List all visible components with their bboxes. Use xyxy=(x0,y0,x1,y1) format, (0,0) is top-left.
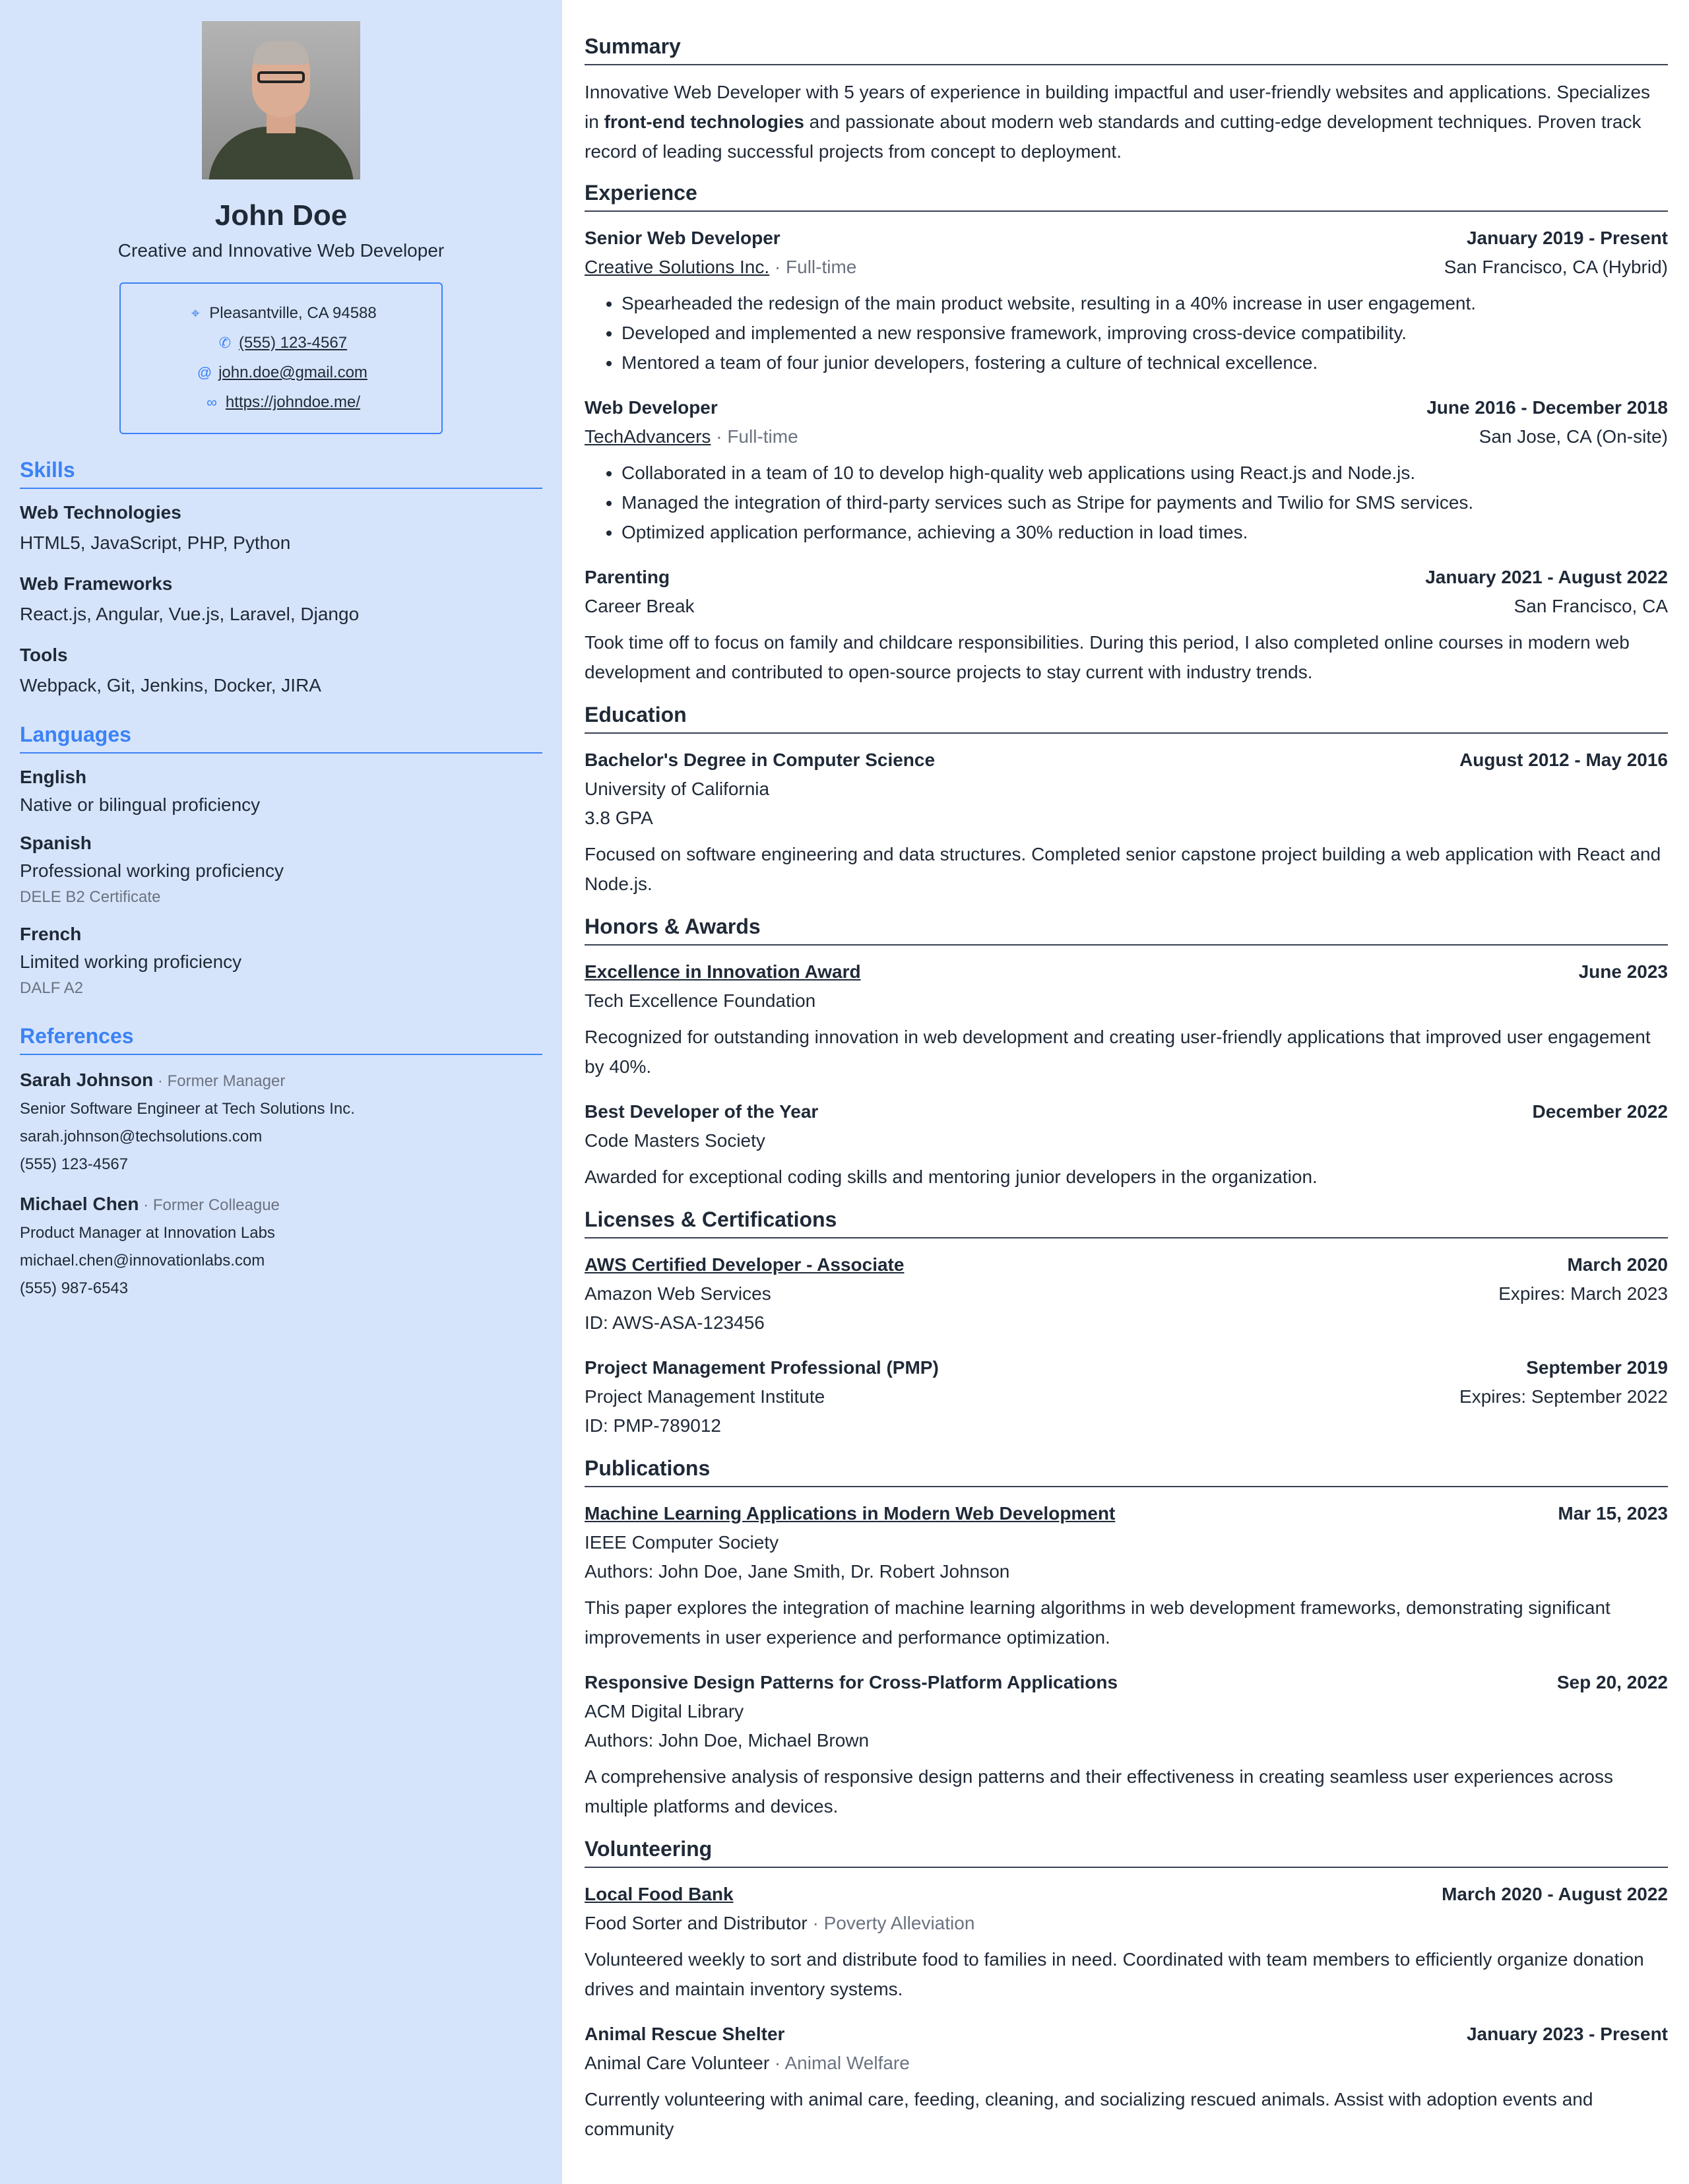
experience-entry xyxy=(585,393,1668,547)
position: Senior Web Developer xyxy=(585,228,781,248)
award-entry xyxy=(585,1097,1668,1192)
volunteering-title: Volunteering xyxy=(585,1837,1668,1868)
reference-relation: · Former Manager xyxy=(153,1072,286,1090)
language-level: Professional working proficiency xyxy=(20,860,284,881)
education-entry xyxy=(585,746,1668,899)
experience-entry xyxy=(585,563,1668,687)
publisher: ACM Digital Library xyxy=(585,1701,744,1721)
phone-icon: ✆ xyxy=(218,335,232,351)
date: March 2020 - August 2022 xyxy=(1442,1884,1668,1904)
reference-email: michael.chen@innovationlabs.com xyxy=(20,1252,265,1269)
degree: Bachelor's Degree in Computer Science xyxy=(585,750,936,770)
bullet: • Mentored a team of four junior developers, fostering a culture of technical excellence. xyxy=(621,348,1668,377)
references-section xyxy=(20,1024,542,1298)
issuer: Amazon Web Services xyxy=(585,1283,771,1304)
expiry: Expires: March 2023 xyxy=(1498,1283,1668,1304)
contact-box xyxy=(119,282,443,434)
volunteer-cause: · Poverty Alleviation xyxy=(807,1913,975,1933)
position: Parenting xyxy=(585,567,670,587)
volunteer-entry xyxy=(585,1880,1668,2004)
summary-text: Innovative Web Developer with 5 years of experience in building impactful and user-friendly websites and applications. Specializes in front-end technologies and passionate about modern web standards and cutting-edge development techniques. Proven track record of leading successful projects from concept to deployment. xyxy=(585,82,1651,162)
education-title: Education xyxy=(585,703,1668,734)
certifications-title: Licenses & Certifications xyxy=(585,1207,1668,1238)
award-text: Recognized for outstanding innovation in web development and creating user-friendly applications that improved user engagement by 40%. xyxy=(585,1027,1651,1077)
languages-section xyxy=(20,723,542,998)
contact-website[interactable]: ∞ https://johndoe.me/ xyxy=(121,387,441,417)
skill-keywords: HTML5, JavaScript, PHP, Python xyxy=(20,532,291,553)
publication-entry xyxy=(585,1668,1668,1821)
company: Career Break xyxy=(585,596,695,616)
volunteer-text: Currently volunteering with animal care, feeding, cleaning, and socializing rescued animals. Assist with adoption events and community xyxy=(585,2089,1593,2139)
certification-name-link[interactable]: AWS Certified Developer - Associate xyxy=(585,1254,905,1275)
reference-relation: · Former Colleague xyxy=(139,1196,280,1214)
bullet-list xyxy=(585,458,1668,547)
date: Sep 20, 2022 xyxy=(1556,1672,1668,1692)
skills-title: Skills xyxy=(20,458,542,489)
volunteer-cause: · Animal Welfare xyxy=(769,2053,910,2073)
languages-title: Languages xyxy=(20,723,542,754)
gpa: 3.8 GPA xyxy=(585,808,653,828)
date: June 2016 - December 2018 xyxy=(1426,397,1668,418)
reference-name: Michael Chen xyxy=(20,1194,139,1214)
reference-header xyxy=(20,1194,542,1215)
publication-title: Responsive Design Patterns for Cross-Platform Applications xyxy=(585,1672,1118,1692)
volunteer-role: Food Sorter and Distributor xyxy=(585,1913,808,1933)
publisher: IEEE Computer Society xyxy=(585,1532,779,1553)
skill-name: Web Technologies xyxy=(20,502,181,523)
volunteering-section xyxy=(585,1837,1668,2144)
date: January 2021 - August 2022 xyxy=(1425,567,1668,587)
date: August 2012 - May 2016 xyxy=(1459,750,1668,770)
location: San Jose, CA (On-site) xyxy=(1479,426,1668,447)
awarder: Code Masters Society xyxy=(585,1130,765,1151)
organization: Animal Rescue Shelter xyxy=(585,2024,785,2044)
education-section xyxy=(585,703,1668,899)
date: September 2019 xyxy=(1526,1357,1668,1378)
education-text: Focused on software engineering and data structures. Completed senior capstone project building a web application with React and Node.js. xyxy=(585,844,1661,894)
bullet: • Managed the integration of third-party services such as Stripe for payments and Twilio for SMS services. xyxy=(621,488,1668,517)
language-level: Native or bilingual proficiency xyxy=(20,794,261,815)
publication-title-link[interactable]: Machine Learning Applications in Modern Web Development xyxy=(585,1503,1116,1524)
volunteer-entry xyxy=(585,2020,1668,2144)
employment-type: · Full-time xyxy=(769,257,857,277)
experience-title: Experience xyxy=(585,181,1668,212)
date: June 2023 xyxy=(1578,961,1668,982)
publication-entry xyxy=(585,1499,1668,1652)
credential-id: ID: PMP-789012 xyxy=(585,1415,721,1436)
reference-phone: (555) 987-6543 xyxy=(20,1279,129,1297)
award-title: Best Developer of the Year xyxy=(585,1101,819,1122)
summary-section xyxy=(585,34,1668,166)
volunteer-text: Volunteered weekly to sort and distribute food to families in need. Coordinated with team members to efficiently organize donation drives and maintain inventory systems. xyxy=(585,1949,1644,1999)
reference-name: Sarah Johnson xyxy=(20,1070,154,1090)
award-title-link[interactable]: Excellence in Innovation Award xyxy=(585,961,861,982)
language-name: French xyxy=(20,924,82,944)
company-link[interactable]: Creative Solutions Inc. xyxy=(585,257,770,277)
publications-section xyxy=(585,1456,1668,1821)
reference-email: sarah.johnson@techsolutions.com xyxy=(20,1128,263,1145)
reference-role: Product Manager at Innovation Labs xyxy=(20,1224,275,1242)
profile-photo xyxy=(202,21,360,179)
date: January 2019 - Present xyxy=(1466,228,1668,248)
authors: Authors: John Doe, Michael Brown xyxy=(585,1730,870,1750)
language-certificate: DELE B2 Certificate xyxy=(20,888,161,906)
bullet-list xyxy=(585,288,1668,377)
award-entry xyxy=(585,957,1668,1081)
date: January 2023 - Present xyxy=(1466,2024,1668,2044)
language-name: Spanish xyxy=(20,833,92,853)
expiry: Expires: September 2022 xyxy=(1459,1386,1668,1407)
profile-name: John Doe xyxy=(214,199,348,232)
school: University of California xyxy=(585,779,770,799)
organization-link[interactable]: Local Food Bank xyxy=(585,1884,734,1904)
summary-title: Summary xyxy=(585,34,1668,65)
publication-text: A comprehensive analysis of responsive design patterns and their effectiveness in creating seamless user experiences across multiple platforms and devices. xyxy=(585,1766,1613,1816)
language-certificate: DALF A2 xyxy=(20,979,84,997)
issuer: Project Management Institute xyxy=(585,1386,825,1407)
language-name: English xyxy=(20,767,87,787)
experience-text: Took time off to focus on family and childcare responsibilities. During this period, I also completed online courses in modern web development and contributed to open-source projects to stay current with industry trends. xyxy=(585,632,1630,682)
contact-phone[interactable]: ✆ (555) 123-4567 xyxy=(121,328,441,358)
bullet: • Collaborated in a team of 10 to develop high-quality web applications using React.js and Node.js. xyxy=(621,458,1668,488)
contact-email[interactable]: @ john.doe@gmail.com xyxy=(121,358,441,387)
volunteer-role: Animal Care Volunteer xyxy=(585,2053,770,2073)
reference-phone: (555) 123-4567 xyxy=(20,1155,129,1173)
reference-role: Senior Software Engineer at Tech Solutions Inc. xyxy=(20,1100,355,1118)
bullet: • Developed and implemented a new responsive framework, improving cross-device compatibility. xyxy=(621,318,1668,348)
awarder: Tech Excellence Foundation xyxy=(585,990,816,1011)
certification-name: Project Management Professional (PMP) xyxy=(585,1357,939,1378)
awards-title: Honors & Awards xyxy=(585,915,1668,946)
publication-text: This paper explores the integration of machine learning algorithms in web development frameworks, demonstrating significant improvements in user experience and performance optimization. xyxy=(585,1597,1610,1648)
at-sign-icon: @ xyxy=(197,364,212,381)
date: Mar 15, 2023 xyxy=(1558,1503,1668,1524)
language-level: Limited working proficiency xyxy=(20,951,242,972)
awards-section xyxy=(585,915,1668,1192)
link-icon: ∞ xyxy=(207,394,217,410)
map-pin-icon: ⌖ xyxy=(191,305,200,321)
skill-keywords: React.js, Angular, Vue.js, Laravel, Django xyxy=(20,604,360,624)
date: December 2022 xyxy=(1532,1101,1668,1122)
contact-location: ⌖ Pleasantville, CA 94588 xyxy=(121,298,441,328)
skill-keywords: Webpack, Git, Jenkins, Docker, JIRA xyxy=(20,675,321,695)
main-content xyxy=(562,0,1689,2184)
certifications-section xyxy=(585,1207,1668,1440)
company-link[interactable]: TechAdvancers xyxy=(585,426,711,447)
certification-entry xyxy=(585,1353,1668,1440)
position: Web Developer xyxy=(585,397,718,418)
bullet: • Optimized application performance, achieving a 30% reduction in load times. xyxy=(621,517,1668,547)
experience-entry xyxy=(585,224,1668,377)
award-text: Awarded for exceptional coding skills and mentoring junior developers in the organization. xyxy=(585,1167,1318,1187)
authors: Authors: John Doe, Jane Smith, Dr. Robert Johnson xyxy=(585,1561,1010,1582)
publications-title: Publications xyxy=(585,1456,1668,1487)
credential-id: ID: AWS-ASA-123456 xyxy=(585,1312,765,1333)
experience-section xyxy=(585,181,1668,687)
skill-name: Tools xyxy=(20,645,68,665)
skills-section xyxy=(20,458,542,696)
profile-headline: Creative and Innovative Web Developer xyxy=(117,240,445,261)
bullet: • Spearheaded the redesign of the main product website, resulting in a 40% increase in user engagement. xyxy=(621,288,1668,318)
certification-entry xyxy=(585,1250,1668,1337)
reference-header xyxy=(20,1070,542,1091)
date: March 2020 xyxy=(1567,1254,1668,1275)
skill-name: Web Frameworks xyxy=(20,573,173,594)
sidebar xyxy=(0,0,562,2184)
employment-type: · Full-time xyxy=(711,426,798,447)
references-title: References xyxy=(20,1024,542,1055)
location: San Francisco, CA (Hybrid) xyxy=(1444,257,1668,277)
location: San Francisco, CA xyxy=(1514,596,1668,616)
